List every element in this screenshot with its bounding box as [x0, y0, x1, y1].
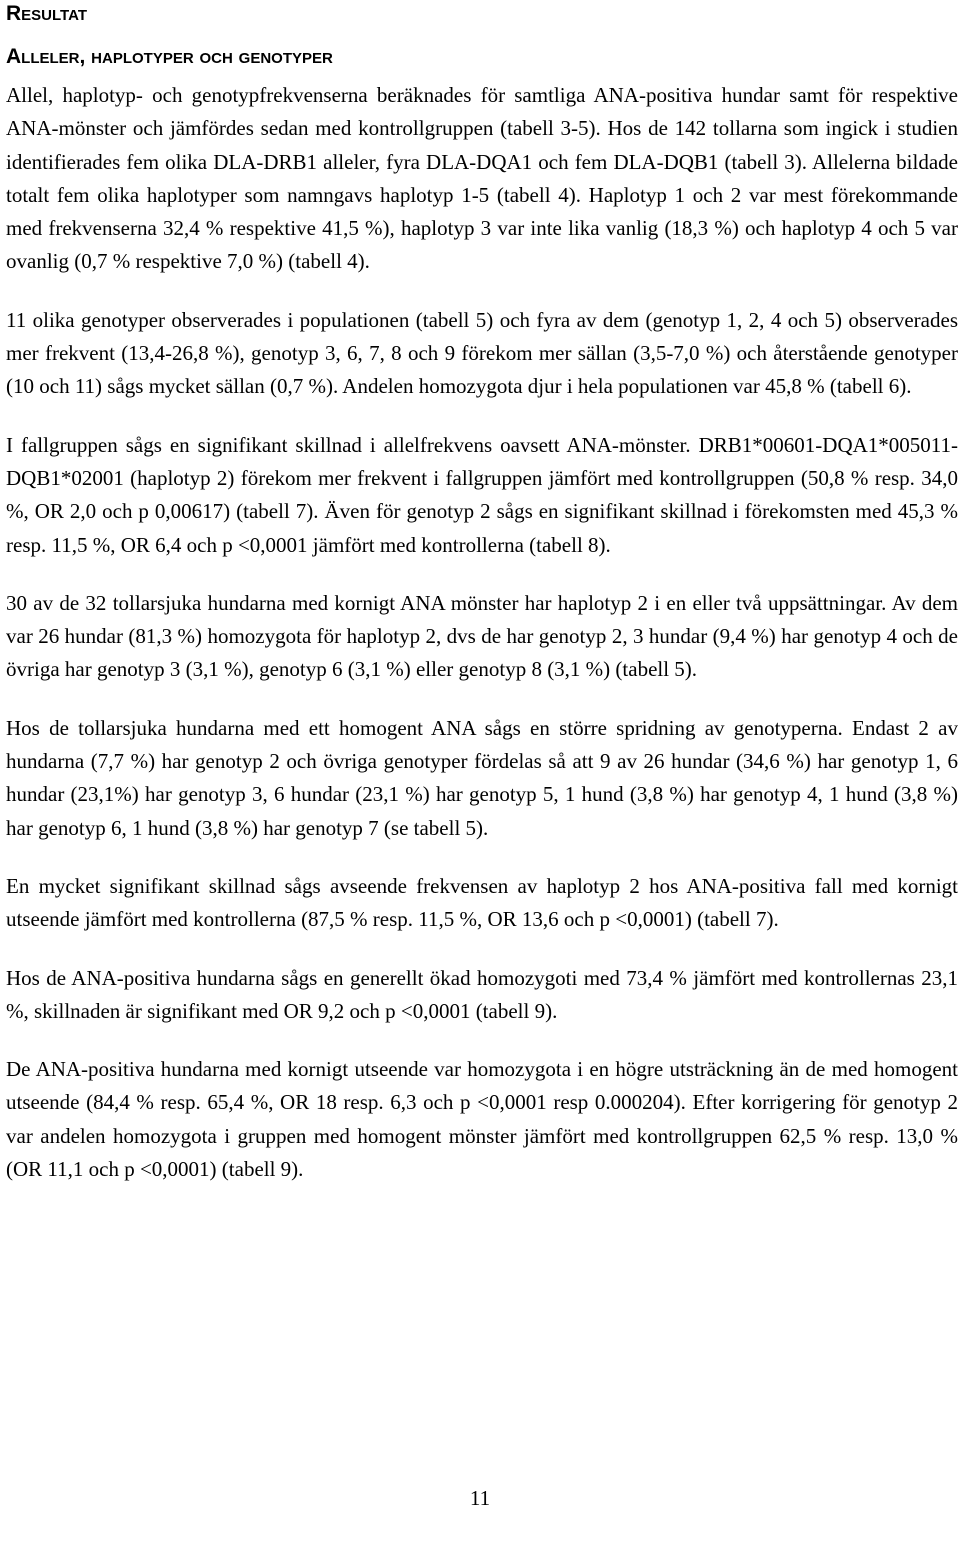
- paragraph-3: I fallgruppen sågs en signifikant skillnad i allelfrekvens oavsett ANA-mönster. DRB1*00601-DQA1*005011-DQB1*02001 (haplotyp 2) förekom mer frekvent i fallgruppen jämfört med kontrollgruppen (50,8 % resp. 34,0 %, OR 2,0 och p 0,00617) (tabell 7). Även för genotyp 2 sågs en signifikant skillnad i förekomsten med 45,3 % resp. 11,5 %, OR 6,4 och p <0,0001 jämfört med kontrollerna (tabell 8).: [6, 432, 958, 557]
- section-subtitle: Alleler, haplotyper och genotyper: [6, 45, 333, 68]
- section-title: Resultat: [6, 2, 87, 25]
- paragraph-7: Hos de ANA-positiva hundarna sågs en generellt ökad homozygoti med 73,4 % jämfört med kontrollernas 23,1 %, skillnaden är signifikant med OR 9,2 och p <0,0001 (tabell 9).: [6, 965, 958, 1023]
- paragraph-5: Hos de tollarsjuka hundarna med ett homogent ANA sågs en större spridning av genotyperna. Endast 2 av hundarna (7,7 %) har genotyp 2 och övriga genotyper fördelas så att 9 av 26 hundar (34,6 %) har genotyp 1, 6 hundar (23,1%) har genotyp 3, 6 hundar (23,1 %) har genotyp 5, 1 hund (3,8 %) har genotyp 4, 1 hund (3,8 %) har genotyp 6, 1 hund (3,8 %) har genotyp 7 (se tabell 5).: [6, 715, 958, 840]
- page-number: 11: [469, 1486, 491, 1510]
- paragraph-1: Allel, haplotyp- och genotypfrekvenserna beräknades för samtliga ANA-positiva hundar samt för respektive ANA-mönster och jämfördes sedan med kontrollgruppen (tabell 3-5). Hos de 142 tollarna som ingick i studien identifierades fem olika DLA-DRB1 alleler, fyra DLA-DQA1 och fem DLA-DQB1 (tabell 3). Allelerna bildade totalt fem olika haplotyper som namngavs haplotyp 1-5 (tabell 4). Haplotyp 1 och 2 var mest förekommande med frekvenserna 32,4 % respektive 41,5 %), haplotyp 3 var inte lika vanlig (18,3 %) och haplotyp 4 och 5 var ovanlig (0,7 % respektive 7,0 %) (tabell 4).: [6, 83, 958, 274]
- paragraph-4: 30 av de 32 tollarsjuka hundarna med kornigt ANA mönster har haplotyp 2 i en eller två uppsättningar. Av dem var 26 hundar (81,3 %) homozygota för haplotyp 2, dvs de har genotyp 2, 3 hundar (9,4 %) har genotyp 4 och de övriga har genotyp 3 (3,1 %), genotyp 6 (3,1 %) eller genotyp 8 (3,1 %) (tabell 5).: [6, 590, 958, 682]
- paragraph-8: De ANA-positiva hundarna med kornigt utseende var homozygota i en högre utsträckning än de med homogent utseende (84,4 % resp. 65,4 %, OR 18 resp. 6,3 och p <0,0001 resp 0.000204). Efter korrigering för genotyp 2 var andelen homozygota i gruppen med homogent mönster jämfört med kontrollgruppen 62,5 % resp. 13,0 % (OR 11,1 och p <0,0001) (tabell 9).: [6, 1057, 958, 1182]
- document-page: [6, 0, 958, 1186]
- paragraph-2: 11 olika genotyper observerades i populationen (tabell 5) och fyra av dem (genotyp 1, 2, 4 och 5) observerades mer frekvent (13,4-26,8 %), genotyp 3, 6, 7, 8 och 9 förekom mer sällan (3,5-7,0 %) och återstående genotyper (10 och 11) sågs mycket sällan (0,7 %). Andelen homozygota djur i hela populationen var 45,8 % (tabell 6).: [6, 307, 958, 399]
- paragraph-6: En mycket signifikant skillnad sågs avseende frekvensen av haplotyp 2 hos ANA-positiva fall med kornigt utseende jämfört med kontrollerna (87,5 % resp. 11,5 %, OR 13,6 och p <0,0001) (tabell 7).: [6, 873, 958, 932]
